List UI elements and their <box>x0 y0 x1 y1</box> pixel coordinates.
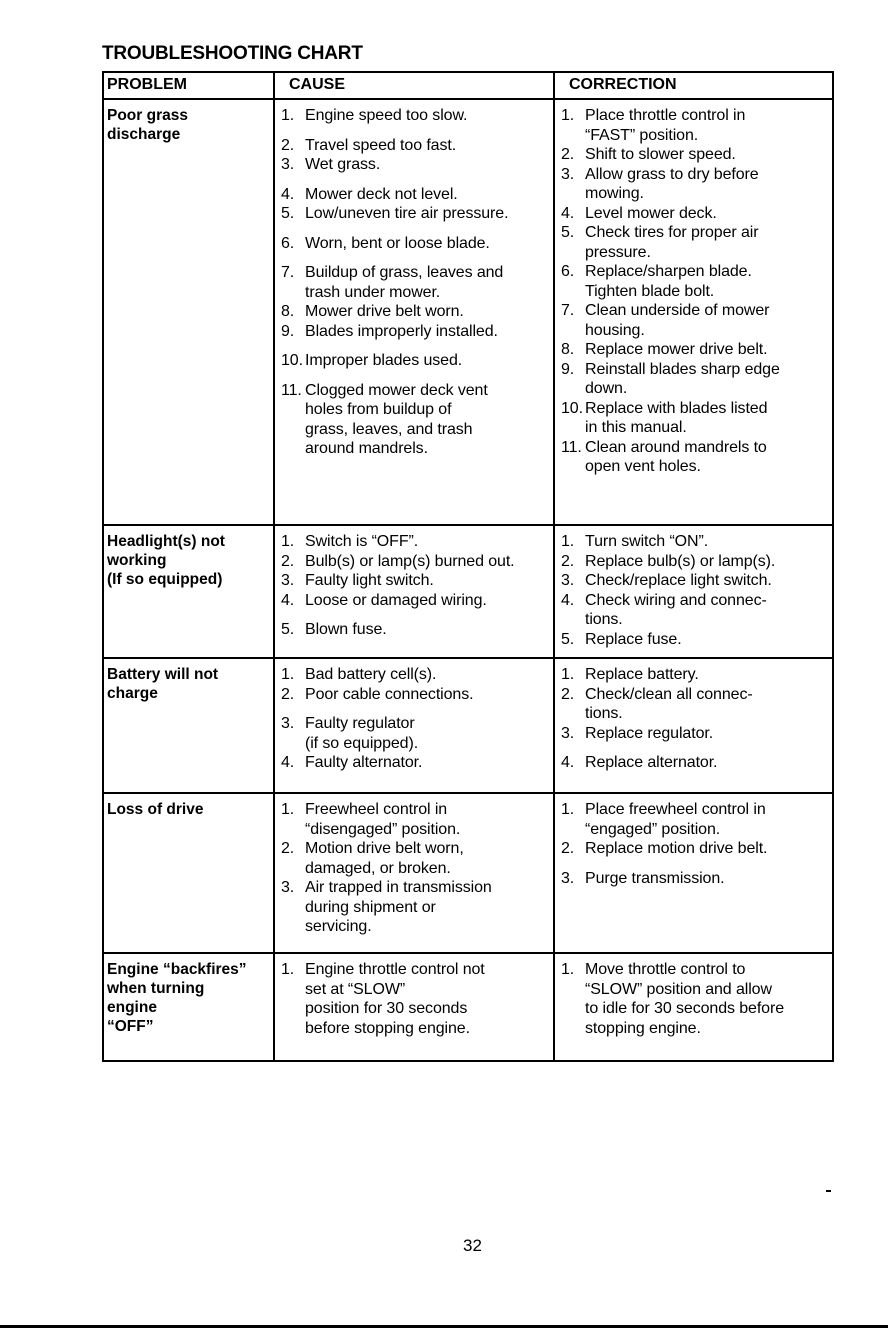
item-text: holes from buildup of <box>305 401 452 418</box>
cause-list <box>275 800 553 937</box>
correction-list <box>555 800 832 888</box>
item-text: Place throttle control in <box>585 107 746 124</box>
item-text: Blown fuse. <box>305 621 387 638</box>
item-text: Mower deck not level. <box>305 185 458 203</box>
item-number: 2. <box>561 552 575 570</box>
correction-item <box>555 820 832 840</box>
item-text: in this manual. <box>585 419 687 436</box>
cause-list <box>275 106 553 459</box>
item-text: “SLOW” position and allow <box>585 980 772 998</box>
cause-cell <box>274 793 554 953</box>
item-text: tions. <box>585 705 623 722</box>
item-number: 3. <box>281 156 295 173</box>
item-text: Replace regulator. <box>585 724 714 742</box>
cause-item <box>275 685 553 705</box>
item-text: open vent holes. <box>585 458 701 475</box>
problem-cell <box>103 793 274 953</box>
correction-item <box>555 552 832 572</box>
problem-text: charge <box>107 685 158 702</box>
correction-item <box>555 223 832 243</box>
item-text: Shift to slower speed. <box>585 146 736 163</box>
correction-item <box>555 869 832 889</box>
correction-item <box>555 282 832 302</box>
item-number: 3. <box>561 165 575 183</box>
item-text: Travel speed too fast. <box>305 136 457 154</box>
item-text: Engine speed too slow. <box>305 107 468 124</box>
cause-item <box>275 898 553 918</box>
cause-item <box>275 839 553 859</box>
item-number: 1. <box>281 801 295 818</box>
cause-item <box>275 571 553 591</box>
cause-item <box>275 665 553 685</box>
item-text: set at “SLOW” <box>305 980 406 998</box>
correction-item <box>555 204 832 224</box>
correction-item <box>555 184 832 204</box>
item-number: 5. <box>281 621 295 638</box>
item-number: 4. <box>281 591 295 609</box>
item-number: 7. <box>281 264 295 281</box>
correction-list <box>555 532 832 649</box>
cause-item <box>275 734 553 754</box>
correction-item <box>555 399 832 419</box>
item-text: Replace alternator. <box>585 754 718 771</box>
problem-text: Battery will not <box>107 666 219 683</box>
cause-item <box>275 1019 553 1039</box>
correction-cell <box>554 953 833 1061</box>
item-text: Poor cable connections. <box>305 685 474 703</box>
margin-mark <box>826 1190 831 1192</box>
item-text: servicing. <box>305 918 372 935</box>
cause-item <box>275 400 553 420</box>
item-text: Buildup of grass, leaves and <box>305 264 504 281</box>
correction-cell <box>554 525 833 658</box>
correction-item <box>555 571 832 591</box>
item-text: Move throttle control to <box>585 961 746 978</box>
problem-text: discharge <box>107 126 181 143</box>
page-number: 32 <box>463 1236 482 1255</box>
item-text: Allow grass to dry before <box>585 165 759 183</box>
cause-item <box>275 980 553 1000</box>
item-number: 2. <box>561 840 575 857</box>
table-header-row <box>103 72 833 99</box>
cause-item <box>275 552 553 572</box>
item-number: 3. <box>561 572 575 589</box>
problem-text: working <box>107 552 167 569</box>
item-text: Replace mower drive belt. <box>585 341 768 358</box>
troubleshooting-table <box>102 71 834 1062</box>
item-text: Bad battery cell(s). <box>305 666 437 683</box>
correction-list <box>555 665 832 773</box>
cause-item <box>275 820 553 840</box>
header-correction: CORRECTION <box>554 72 833 99</box>
item-number: 2. <box>281 552 295 570</box>
table-row <box>103 99 833 525</box>
item-text: Turn switch “ON”. <box>585 533 709 550</box>
item-number: 1. <box>561 961 575 978</box>
item-text: Motion drive belt worn, <box>305 840 464 857</box>
correction-cell <box>554 99 833 525</box>
problem-cell <box>103 658 274 793</box>
item-text: Faulty regulator <box>305 715 415 732</box>
correction-item <box>555 800 832 820</box>
cause-item <box>275 185 553 205</box>
item-number: 10. <box>281 352 303 369</box>
correction-item <box>555 665 832 685</box>
correction-item <box>555 165 832 185</box>
problem-cell <box>103 953 274 1061</box>
item-text: tions. <box>585 611 623 628</box>
item-text: (if so equipped). <box>305 734 419 752</box>
cause-item <box>275 960 553 980</box>
correction-item <box>555 126 832 146</box>
correction-item <box>555 418 832 438</box>
item-text: during shipment or <box>305 898 436 916</box>
cause-item <box>275 800 553 820</box>
item-text: Blades improperly installed. <box>305 322 498 340</box>
item-number: 3. <box>281 572 295 589</box>
item-text: Loose or damaged wiring. <box>305 591 487 609</box>
correction-item <box>555 532 832 552</box>
item-text: Air trapped in transmission <box>305 879 492 896</box>
correction-item <box>555 457 832 477</box>
correction-item <box>555 340 832 360</box>
header-cause: CAUSE <box>274 72 554 99</box>
item-text: position for 30 seconds <box>305 1000 468 1017</box>
correction-item <box>555 839 832 859</box>
item-text: Replace with blades listed <box>585 399 768 417</box>
cause-cell <box>274 525 554 658</box>
cause-item <box>275 322 553 342</box>
item-text: pressure. <box>585 243 651 261</box>
cause-item <box>275 351 553 371</box>
item-number: 11. <box>281 381 302 399</box>
correction-cell <box>554 793 833 953</box>
correction-item <box>555 753 832 773</box>
cause-item <box>275 620 553 640</box>
correction-cell <box>554 658 833 793</box>
correction-item <box>555 262 832 282</box>
cause-item <box>275 439 553 459</box>
correction-item <box>555 301 832 321</box>
item-number: 5. <box>281 205 295 222</box>
item-text: Clean around mandrels to <box>585 438 767 456</box>
cause-item <box>275 204 553 224</box>
header-problem: PROBLEM <box>103 72 274 99</box>
item-text: Check/clean all connec- <box>585 685 753 703</box>
item-number: 4. <box>561 204 575 222</box>
problem-text: Engine “backfires” <box>107 961 247 978</box>
cause-item <box>275 532 553 552</box>
correction-item <box>555 379 832 399</box>
cause-item <box>275 136 553 156</box>
cause-item <box>275 106 553 126</box>
item-number: 2. <box>281 685 295 703</box>
correction-item <box>555 360 832 380</box>
item-text: “disengaged” position. <box>305 820 461 838</box>
item-number: 3. <box>561 869 575 887</box>
problem-text: when turning <box>107 980 205 997</box>
item-number: 1. <box>561 533 575 550</box>
item-text: before stopping engine. <box>305 1019 470 1037</box>
cause-item <box>275 859 553 879</box>
cause-item <box>275 917 553 937</box>
item-text: Wet grass. <box>305 156 381 173</box>
cause-item <box>275 302 553 322</box>
item-number: 8. <box>561 341 575 358</box>
item-number: 5. <box>561 630 575 648</box>
correction-item <box>555 106 832 126</box>
item-number: 1. <box>561 666 575 683</box>
problem-text: (If so equipped) <box>107 571 223 588</box>
item-number: 9. <box>281 322 295 340</box>
item-number: 2. <box>281 840 295 857</box>
item-number: 4. <box>561 754 575 771</box>
item-text: Faulty light switch. <box>305 572 434 589</box>
item-text: damaged, or broken. <box>305 859 451 877</box>
item-text: Bulb(s) or lamp(s) burned out. <box>305 552 515 570</box>
item-number: 3. <box>281 879 295 896</box>
item-number: 7. <box>561 302 575 319</box>
item-number: 6. <box>561 263 575 280</box>
item-text: Freewheel control in <box>305 801 448 818</box>
item-number: 4. <box>281 754 295 771</box>
item-number: 1. <box>281 533 295 550</box>
problem-cell <box>103 525 274 658</box>
correction-item <box>555 145 832 165</box>
table-row <box>103 793 833 953</box>
item-text: around mandrels. <box>305 440 428 457</box>
item-number: 6. <box>281 234 295 252</box>
cause-item <box>275 283 553 303</box>
cause-item <box>275 420 553 440</box>
item-number: 1. <box>281 961 295 978</box>
correction-item <box>555 724 832 744</box>
correction-item <box>555 980 832 1000</box>
page-title: TROUBLESHOOTING CHART <box>102 43 363 64</box>
problem-text: engine <box>107 999 157 1016</box>
table-row <box>103 953 833 1061</box>
item-number: 5. <box>561 224 575 241</box>
correction-item <box>555 685 832 705</box>
item-number: 11. <box>561 438 582 456</box>
item-text: stopping engine. <box>585 1019 701 1037</box>
item-number: 2. <box>561 685 575 703</box>
correction-item <box>555 438 832 458</box>
item-text: Clean underside of mower <box>585 302 770 319</box>
problem-text: Poor grass <box>107 107 188 124</box>
cause-item <box>275 714 553 734</box>
cause-item <box>275 263 553 283</box>
item-number: 9. <box>561 360 575 378</box>
cause-cell <box>274 953 554 1061</box>
cause-item <box>275 999 553 1019</box>
correction-item <box>555 960 832 980</box>
correction-item <box>555 704 832 724</box>
cause-item <box>275 878 553 898</box>
table-row <box>103 525 833 658</box>
item-text: grass, leaves, and trash <box>305 420 473 438</box>
item-number: 1. <box>281 666 295 683</box>
item-text: Check/replace light switch. <box>585 572 772 589</box>
item-text: down. <box>585 380 628 397</box>
item-text: Switch is “OFF”. <box>305 533 419 550</box>
cause-list <box>275 665 553 773</box>
correction-item <box>555 321 832 341</box>
item-number: 3. <box>561 724 575 742</box>
item-number: 1. <box>561 801 575 818</box>
cause-cell <box>274 658 554 793</box>
item-number: 1. <box>561 107 575 124</box>
item-text: Replace bulb(s) or lamp(s). <box>585 552 776 570</box>
item-text: trash under mower. <box>305 283 441 301</box>
item-text: Replace fuse. <box>585 630 682 648</box>
item-text: Worn, bent or loose blade. <box>305 234 490 252</box>
item-text: Low/uneven tire air pressure. <box>305 205 509 222</box>
table-body <box>103 99 833 1061</box>
problem-text: “OFF” <box>107 1018 154 1035</box>
item-text: Tighten blade bolt. <box>585 282 715 300</box>
item-text: Check tires for proper air <box>585 224 759 241</box>
item-text: Replace/sharpen blade. <box>585 263 752 280</box>
item-text: Check wiring and connec- <box>585 591 767 609</box>
cause-list <box>275 532 553 640</box>
item-text: Place freewheel control in <box>585 801 766 818</box>
item-text: to idle for 30 seconds before <box>585 1000 785 1017</box>
item-number: 4. <box>561 591 575 609</box>
problem-cell <box>103 99 274 525</box>
correction-item <box>555 610 832 630</box>
item-text: housing. <box>585 321 645 339</box>
correction-item <box>555 591 832 611</box>
item-text: Reinstall blades sharp edge <box>585 360 780 378</box>
item-text: Mower drive belt worn. <box>305 303 464 320</box>
item-number: 8. <box>281 303 295 320</box>
item-number: 3. <box>281 715 295 732</box>
cause-item <box>275 381 553 401</box>
cause-list <box>275 960 553 1038</box>
correction-item <box>555 630 832 650</box>
item-text: Clogged mower deck vent <box>305 381 488 399</box>
correction-list <box>555 106 832 477</box>
item-text: mowing. <box>585 185 644 202</box>
table-row <box>103 658 833 793</box>
cause-item <box>275 234 553 254</box>
problem-text: Headlight(s) not <box>107 533 225 550</box>
item-text: Purge transmission. <box>585 869 725 887</box>
cause-cell <box>274 99 554 525</box>
cause-item <box>275 753 553 773</box>
item-number: 2. <box>561 146 575 163</box>
cause-item <box>275 155 553 175</box>
correction-item <box>555 999 832 1019</box>
item-text: “FAST” position. <box>585 126 699 144</box>
item-text: “engaged” position. <box>585 820 721 838</box>
item-number: 1. <box>281 107 295 124</box>
item-text: Engine throttle control not <box>305 961 485 978</box>
item-text: Replace motion drive belt. <box>585 840 768 857</box>
problem-text: Loss of drive <box>107 801 204 818</box>
item-number: 10. <box>561 399 583 417</box>
item-text: Improper blades used. <box>305 352 463 369</box>
item-text: Level mower deck. <box>585 204 717 222</box>
correction-item <box>555 1019 832 1039</box>
correction-list <box>555 960 832 1038</box>
cause-item <box>275 591 553 611</box>
item-text: Faulty alternator. <box>305 754 423 771</box>
item-number: 2. <box>281 136 295 154</box>
item-text: Replace battery. <box>585 666 699 683</box>
correction-item <box>555 243 832 263</box>
item-number: 4. <box>281 185 295 203</box>
